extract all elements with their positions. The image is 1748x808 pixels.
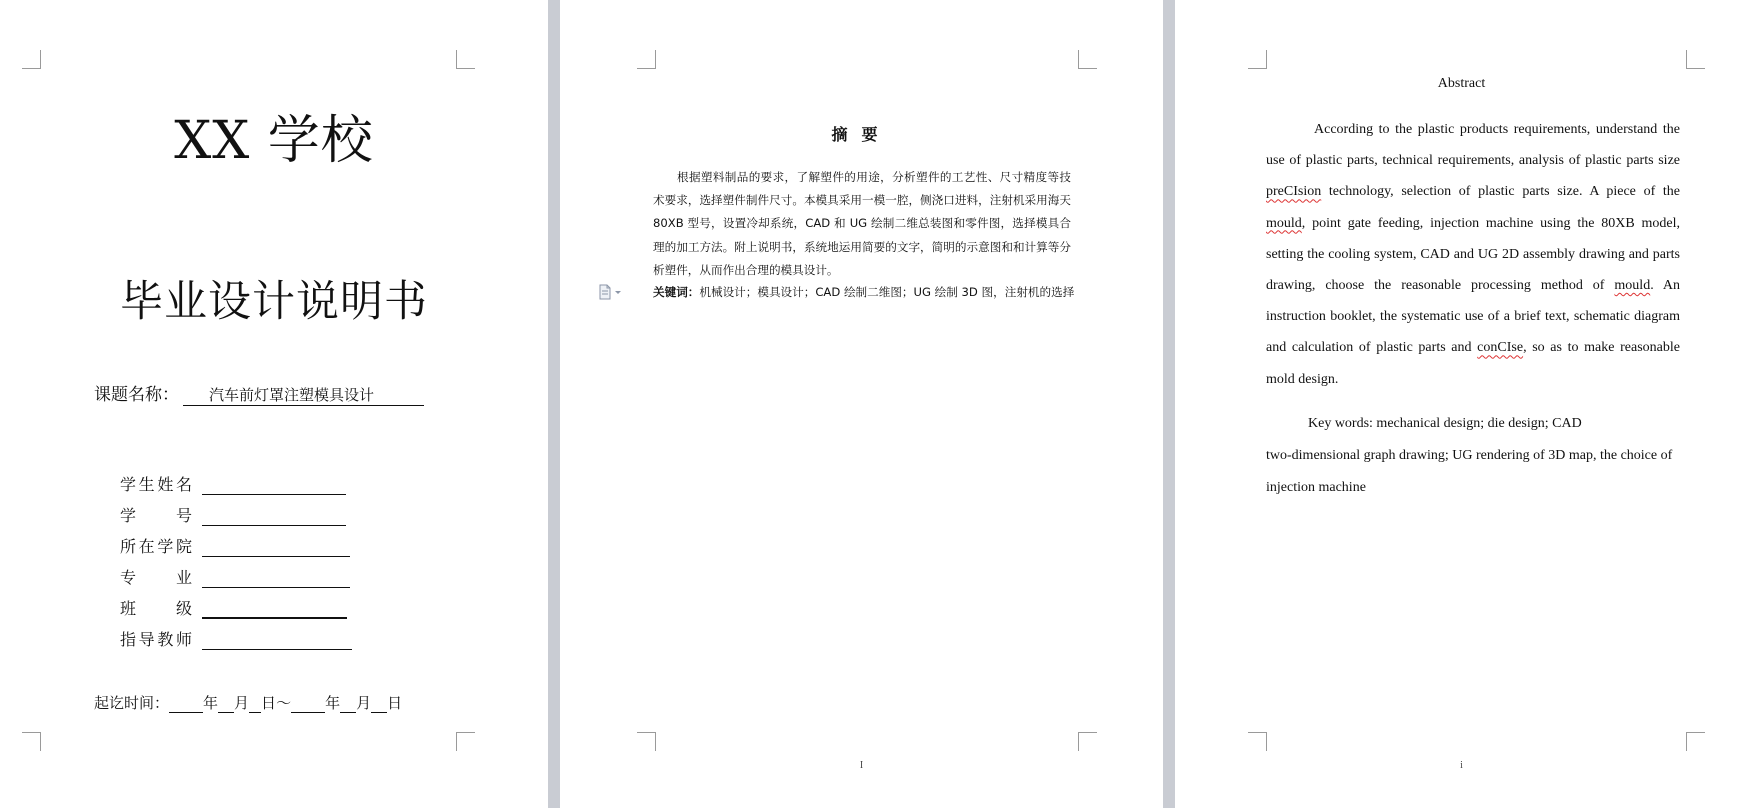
body-text: According to the plastic products requirements, understand the use of plastic parts, technical requirements, analysis of plastic parts size	[1266, 122, 1680, 169]
paste-options-icon[interactable]	[598, 284, 624, 300]
school-name: XX 学校	[174, 111, 374, 171]
date-blank[interactable]	[218, 698, 234, 713]
day-unit: 日	[261, 694, 277, 712]
corner-mark	[456, 732, 475, 751]
field-label: 班级	[120, 599, 192, 618]
field-label: 学号	[120, 506, 192, 525]
page-gap-left	[548, 0, 560, 808]
keywords-label: 关键词：	[653, 285, 700, 299]
date-blank[interactable]	[340, 698, 356, 713]
topic-row	[94, 380, 424, 406]
field-blank[interactable]	[202, 601, 347, 619]
spelling-flagged-word[interactable]: conCIse	[1477, 340, 1524, 356]
page-number: i	[1460, 760, 1463, 771]
corner-mark	[22, 732, 41, 751]
abstract-zh-keywords	[653, 284, 1083, 300]
month-unit: 月	[234, 694, 250, 712]
abstract-en-keywords	[1266, 408, 1686, 504]
spelling-flagged-word[interactable]: mould	[1614, 278, 1651, 294]
abstract-zh-title: 摘要	[831, 125, 892, 144]
corner-mark	[1686, 732, 1705, 751]
month-unit: 月	[356, 694, 372, 712]
abstract-en-title: Abstract	[1437, 76, 1486, 91]
body-text: . An instruction booklet, the systematic use of a brief text, schematic diagram and calculation of plastic parts and	[1266, 278, 1680, 356]
field-label: 指导教师	[120, 630, 192, 649]
corner-mark	[1248, 50, 1267, 69]
page-cover	[0, 0, 548, 808]
keywords-line: two-dimensional graph drawing; UG rendering of 3D map, the choice of injection machine	[1266, 448, 1673, 495]
body-text: , point gate feeding, injection machine using the 80XB model, setting the cooling system, CAD and UG 2D assembly drawing and parts drawing, choose the reasonable processing method of	[1266, 215, 1680, 294]
field-college	[120, 534, 350, 557]
field-label: 专业	[120, 568, 192, 587]
field-label: 学生姓名	[120, 475, 192, 494]
document-title: 毕业设计说明书	[120, 277, 428, 327]
abstract-zh-body: 根据塑料制品的要求，了解塑件的用途，分析塑件的工艺性、尺寸精度等技术要求，选择塑件制件尺寸。本模具采用一模一腔，侧浇口进料，注射机采用海天 80XB 型号，设置冷却系统，CAD 和 UG 绘制二维总装图和零件图，选择模具合理的加工方法。附上说明书，系统地运用简要的文字，简明的示意图和和计算等分析塑件，从而作出合理的模具设计。	[653, 170, 1071, 277]
date-blank[interactable]	[249, 698, 261, 713]
field-major	[120, 565, 350, 588]
date-blank[interactable]	[291, 698, 325, 713]
date-blank[interactable]	[371, 698, 387, 713]
field-class	[120, 596, 347, 619]
range-separator: ～	[276, 694, 292, 712]
keywords-text: 机械设计；模具设计；CAD 绘制二维图；UG 绘制 3D 图，注射机的选择	[699, 285, 1075, 299]
field-student-id	[120, 503, 346, 526]
field-blank[interactable]	[202, 478, 346, 495]
page-number: I	[859, 760, 864, 771]
corner-mark	[22, 50, 41, 69]
corner-mark	[637, 50, 656, 69]
corner-mark	[1078, 50, 1097, 69]
body-text: , so as to make reasonable mold design.	[1266, 340, 1680, 387]
field-blank[interactable]	[202, 509, 346, 526]
field-label: 所在学院	[120, 537, 192, 556]
field-blank[interactable]	[202, 540, 350, 557]
date-label: 起讫时间：	[94, 694, 170, 712]
abstract-en-body	[1266, 114, 1680, 395]
date-blank[interactable]	[169, 698, 203, 713]
page-abstract-zh	[560, 0, 1163, 808]
topic-label: 课题名称：	[94, 385, 179, 405]
corner-mark	[637, 732, 656, 751]
corner-mark	[1078, 732, 1097, 751]
page-abstract-en	[1175, 0, 1748, 808]
keywords-line: Key words: mechanical design; die design; CAD	[1308, 416, 1582, 431]
year-unit: 年	[325, 694, 341, 712]
day-unit: 日	[387, 694, 403, 712]
spelling-flagged-word[interactable]: mould	[1266, 215, 1302, 231]
corner-mark	[456, 50, 475, 69]
corner-mark	[1248, 732, 1267, 751]
page-gap-right	[1163, 0, 1175, 808]
year-unit: 年	[203, 694, 219, 712]
field-blank[interactable]	[202, 633, 352, 650]
date-range-row	[94, 692, 402, 713]
topic-value[interactable]: 汽车前灯罩注塑模具设计	[183, 384, 424, 406]
field-blank[interactable]	[202, 571, 350, 588]
body-text: technology, selection of plastic parts size. A piece of the	[1321, 184, 1680, 200]
field-advisor	[120, 627, 352, 650]
field-student-name	[120, 472, 346, 495]
corner-mark	[1686, 50, 1705, 69]
spelling-flagged-word[interactable]: preCIsion	[1266, 184, 1322, 200]
